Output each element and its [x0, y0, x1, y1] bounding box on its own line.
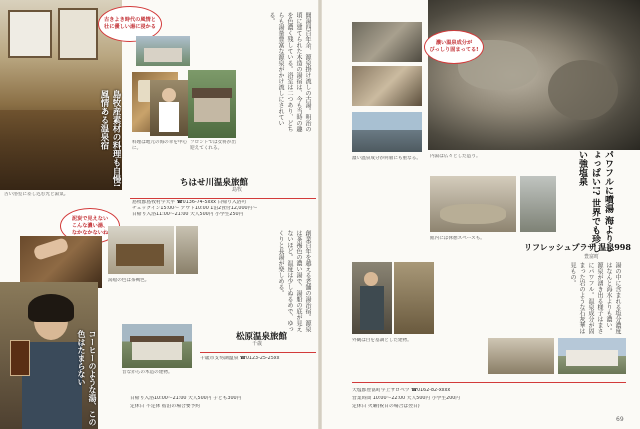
rock-formation-photo — [352, 22, 422, 62]
spa-body-text: 湯の中に含まれる塩分濃度はなんと海水よりも濃い。源泉が湧き出る様子はまさにパワフル。温泉成分が固まった岩のような石灰華は見もの。 — [569, 262, 621, 334]
inn2-detail-line: 日帰り入浴10:00〜21:00 大人500円 子ども300円 — [130, 396, 242, 401]
inn1-detail-line: 日帰り入浴11:00〜21:00 大人500円 小学生250円 — [132, 212, 244, 217]
indoor-bath-photo — [430, 176, 516, 232]
staff-holding-sample-photo — [352, 262, 392, 334]
photo-caption: 濃い温泉成分が何層にも重なる。 — [352, 156, 421, 161]
inn2-detail-line: 定休日 不定休 宿泊の場合要予約 — [130, 404, 201, 409]
mineral-closeup-photo — [352, 66, 422, 106]
spa-exterior-photo — [558, 338, 626, 374]
photo-caption: 館内には休憩スペースも。 — [430, 236, 485, 241]
inn2-name: 松原温泉旅館 — [236, 332, 288, 342]
spa-detail-line: 天塩郡豊富町字上サロベツ ☎0162-82-xxxx — [352, 388, 451, 393]
photo-caption: 湯船の色は茶褐色。 — [108, 278, 150, 283]
inn-sign-photo — [136, 36, 190, 66]
spa-lobby-photo — [488, 338, 554, 374]
bubble-text: 泥炭で見えない こんな濃い湯、 なかなかないね — [71, 215, 109, 236]
photo-caption: 料理は地元の海の幸を中心に。 — [132, 140, 188, 151]
spa-name: リフレッシュプラザ 温泉998 — [524, 242, 631, 252]
bath-interior-photo — [520, 176, 556, 232]
wash-area-photo — [176, 226, 198, 274]
photo-caption: フロントでは女将が出迎えてくれる。 — [190, 140, 236, 151]
bathroom-photo — [108, 226, 174, 274]
inn1-catchcopy: 島牧産素材の料理も自慢!風情ある温泉宿 — [99, 90, 121, 188]
divider — [200, 352, 316, 353]
divider — [352, 382, 626, 383]
inn1-area: 島牧 — [232, 187, 243, 193]
divider — [130, 198, 316, 199]
spa-area: 豊富町 — [584, 254, 600, 260]
inn1-name: ちはせ川温泉旅館 — [180, 178, 249, 188]
seaside-photo — [352, 112, 422, 152]
bubble-text: 古きよき時代の風情と 壮に優しい湯に浸かる — [104, 17, 156, 30]
limestone-deposit-photo — [428, 0, 640, 150]
page-number: 69 — [616, 416, 624, 423]
muddy-water-photo — [20, 236, 102, 288]
inn-exterior-photo — [188, 70, 236, 138]
inn2-quote: コーヒーのような湯、この色はたまらない — [77, 330, 98, 426]
mineral-sample-photo — [394, 262, 434, 334]
photo-caption: 昔ながらの木造の建物。 — [122, 370, 173, 375]
photo-caption: 古い浴室に差し込む光と湯気。 — [4, 192, 69, 197]
spa-detail-line: 定休日 火曜(祝日の場合は翌日) — [352, 404, 420, 409]
photo-caption: 内湯は広々とした造り。 — [430, 154, 481, 159]
inn1-detail-line: チェックイン15:00〜 アウト10:00 1泊2食付12,000円〜 — [132, 206, 258, 211]
spa-detail-line: 営業時間 10:00〜22:00 大人500円 小学生200円 — [352, 396, 461, 401]
staff-photo — [150, 80, 188, 136]
spa-title: パワフルに噴湯 海よりしょっぱい!? 世界でも珍しい強塩泉 — [577, 150, 613, 253]
inn1-body-text: 開湯四百年余、源泉掛け流しの古湯。明治の頃に建てられた木造の湯宿は、今も当時の趣を色濃く残している。浴室は二つあり、どちらも湯量豊富な源泉がかけ流しにされている。 — [268, 12, 311, 132]
inn2-area: 千歳 — [252, 341, 263, 347]
photo-caption: 外観は白を基調とした建物。 — [352, 338, 412, 343]
inn1-detail-line: 島牧郡島牧村字大平 ☎0136-74-5xxx 日帰り入浴可 — [132, 200, 247, 205]
inn2-body-text: 創業百年を越える老舗の湯治宿。源泉は茶褐色の濃い湯で、湯船の底が見えないほど。温度は少しぬるめで、ゆっくりと長湯が楽しめる。 — [277, 230, 311, 332]
page-gutter — [318, 0, 322, 429]
speech-bubble — [424, 30, 484, 64]
bubble-text: 濃い温泉成分が びっしり固まってる! — [429, 40, 479, 53]
inn2-detail-line: 千歳市支笏湖温泉 ☎0123-25-25xx — [200, 356, 280, 361]
inn2-exterior-photo — [122, 324, 192, 368]
